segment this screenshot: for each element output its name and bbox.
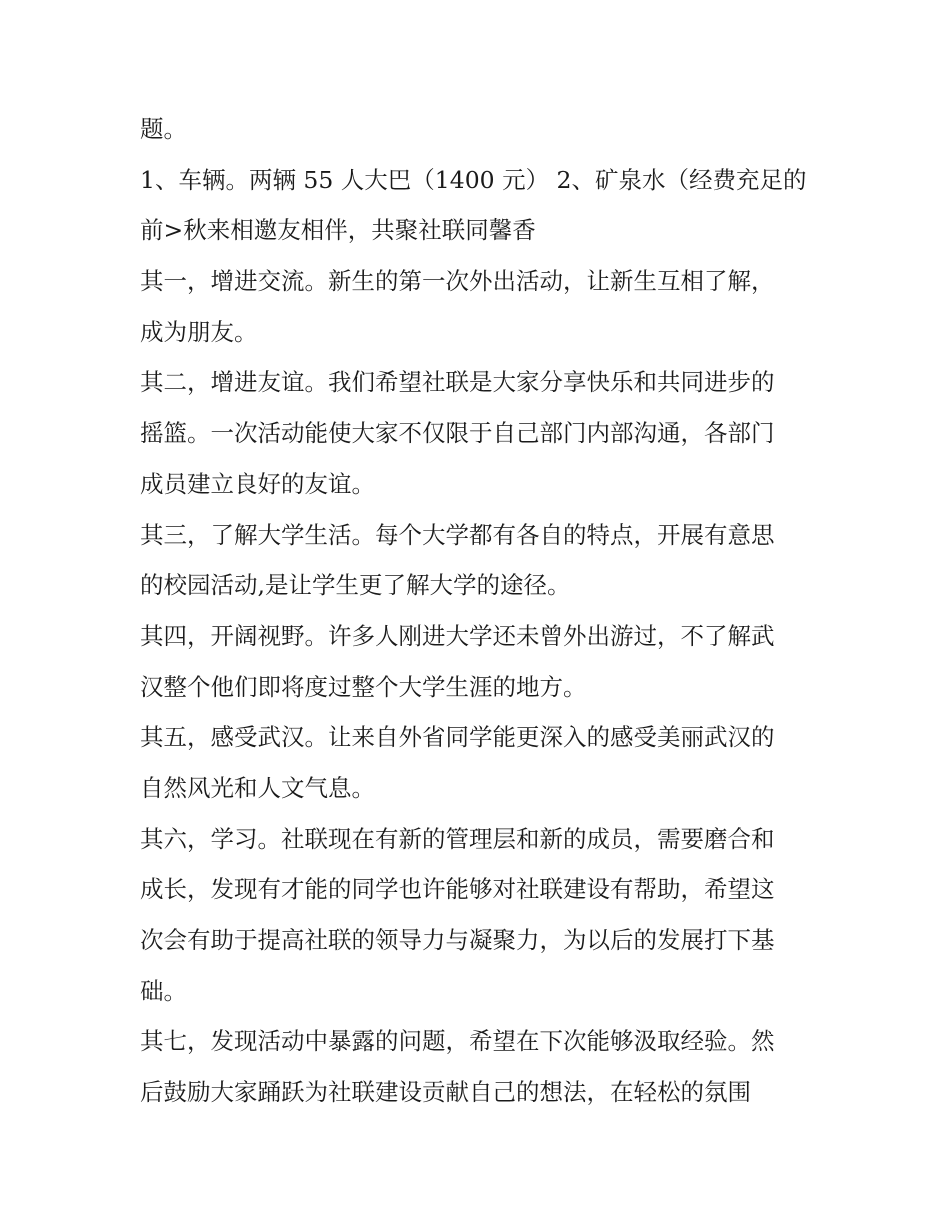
text-line: 次会有助于提高社联的领导力与凝聚力，为以后的发展打下基 (140, 926, 775, 954)
text-line: 成为朋友。 (140, 317, 258, 346)
text-line: 其一，增进交流。新生的第一次外出活动，让新生互相了解， (140, 267, 775, 296)
text-line: 其六，学习。社联现在有新的管理层和新的成员，需要磨合和 (140, 824, 775, 853)
text-line: 础。 (140, 976, 187, 1005)
text-line: 其七，发现活动中暴露的问题，希望在下次能够汲取经验。然 (140, 1027, 775, 1056)
text-line: 其四，开阔视野。许多人刚进大学还未曾外出游过，不了解武 (140, 621, 775, 650)
text-line: 的校园活动,是让学生更了解大学的途径。 (140, 571, 571, 600)
text-line: 摇篮。一次活动能使大家不仅限于自己部门内部沟通，各部门 (140, 419, 775, 448)
text-line: 前>秋来相邀友相伴，共聚社联同馨香 (140, 216, 536, 245)
text-line: 成员建立良好的友谊。 (140, 469, 375, 498)
text-line: 题。 (140, 115, 187, 143)
text-line: 其三，了解大学生活。每个大学都有各自的特点，开展有意思 (140, 520, 775, 549)
text-line: 1、车辆。两辆 55 人大巴（1400 元） 2、矿泉水（经费充足的 (140, 165, 807, 194)
text-line: 汉整个他们即将度过整个大学生涯的地方。 (140, 672, 587, 701)
document-body (140, 104, 820, 1118)
text-line: 自然风光和人文气息。 (140, 773, 375, 802)
text-line: 其五，感受武汉。让来自外省同学能更深入的感受美丽武汉的 (140, 723, 775, 752)
text-line: 成长，发现有才能的同学也许能够对社联建设有帮助，希望这 (140, 875, 775, 904)
text-line: 后鼓励大家踊跃为社联建设贡献自己的想法，在轻松的氛围 (140, 1078, 751, 1107)
text-line: 其二，增进友谊。我们希望社联是大家分享快乐和共同进步的 (140, 368, 775, 397)
